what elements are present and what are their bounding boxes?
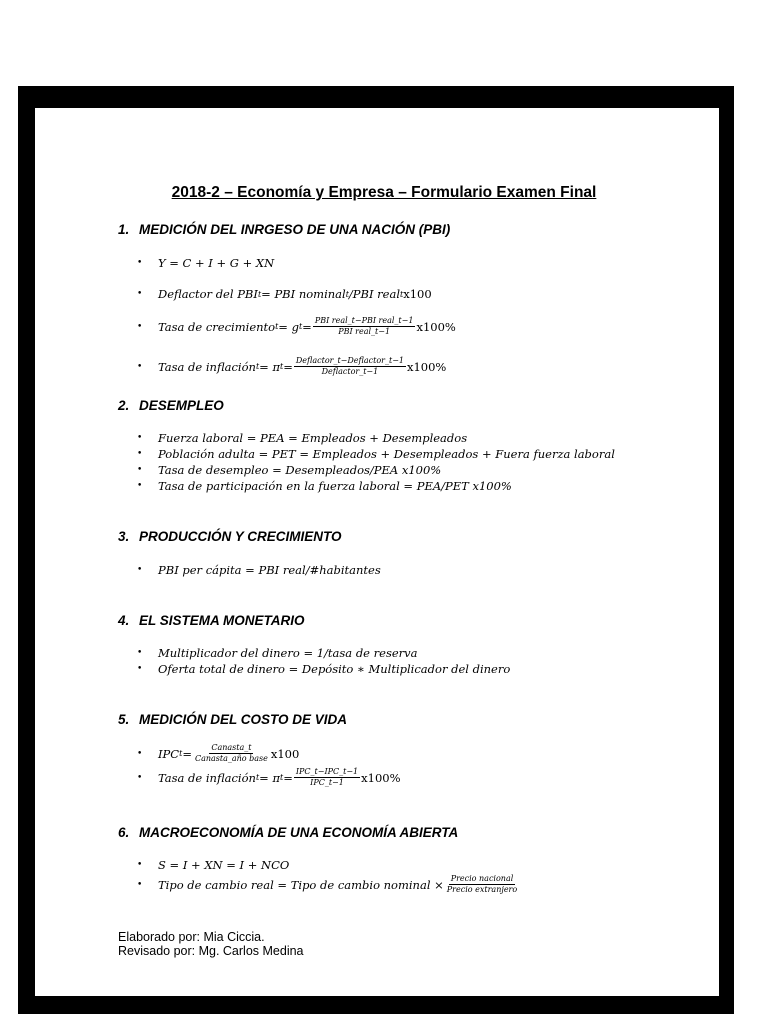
formula-subscript: t: [179, 749, 183, 758]
bullet-icon: •: [137, 748, 143, 759]
formula-text: Oferta total de dinero = Depósito ∗ Multiplicador del dinero: [158, 662, 511, 676]
formula-subscript: t: [400, 289, 404, 299]
formula-subscript: t: [345, 289, 349, 299]
formula-text: = π: [259, 770, 281, 785]
formula-text: =: [283, 359, 293, 374]
section-number: 5.: [118, 712, 130, 727]
formula-text: Tasa de crecimiento: [158, 319, 276, 334]
formula-item: [137, 874, 520, 895]
bullet-icon: •: [137, 433, 143, 443]
formula-text: S = I + XN = I + NCO: [158, 858, 290, 872]
formula-text: PBI per cápita = PBI real/#habitantes: [158, 563, 381, 577]
formula-text: Tipo de cambio real = Tipo de cambio nominal ×: [158, 877, 444, 892]
section-title: PRODUCCIÓN Y CRECIMIENTO: [139, 529, 342, 544]
formula-subscript: t: [280, 773, 284, 782]
bullet-icon: •: [137, 321, 143, 332]
bullet-icon: •: [137, 772, 143, 783]
formula-text: = PBI nominal: [261, 287, 346, 301]
bullet-icon: •: [137, 860, 143, 870]
section-heading-5: [118, 712, 347, 727]
formula-text: Tasa de participación en la fuerza laboral = PEA/PET x100%: [158, 479, 512, 493]
section-heading-2: [118, 398, 224, 413]
section-heading-4: [118, 613, 305, 628]
document-title: 2018-2 – Economía y Empresa – Formulario Examen Final: [171, 184, 597, 201]
formula-item: [137, 743, 299, 764]
fraction: [193, 743, 270, 764]
bullet-icon: •: [137, 664, 143, 674]
fraction-denominator: Precio extranjero: [446, 885, 518, 894]
fraction-numerator: Precio nacional: [450, 874, 514, 883]
fraction-numerator: PBI real_t−PBI real_t−1: [314, 316, 414, 325]
formula-text: =: [283, 770, 293, 785]
formula-item: [137, 256, 274, 270]
formula-subscript: t: [275, 322, 279, 331]
bullet-icon: •: [137, 481, 143, 491]
formula-text: =: [182, 746, 192, 761]
bullet-icon: •: [137, 465, 143, 475]
section-number: 3.: [118, 529, 130, 544]
formula-text: IPC: [158, 746, 180, 761]
formula-subscript: t: [298, 322, 303, 331]
formula-text: Tasa de desempleo = Desempleados/PEA x100%: [158, 463, 442, 477]
formula-subscript: t: [255, 362, 260, 371]
formula-item: [137, 356, 446, 377]
formula-text: /PBI real: [348, 287, 401, 301]
bullet-icon: •: [137, 258, 143, 268]
formula-text: Población adulta = PET = Empleados + Desempleados + Fuera fuerza laboral: [158, 447, 615, 461]
formula-text: Deflactor del PBI: [158, 287, 258, 301]
section-number: 4.: [118, 613, 130, 628]
formula-text: Multiplicador del dinero = 1/tasa de reserva: [158, 646, 418, 660]
fraction: [445, 874, 519, 895]
formula-text: Fuerza laboral = PEA = Empleados + Desempleados: [158, 431, 468, 445]
fraction: [294, 356, 406, 377]
bullet-icon: •: [137, 449, 143, 459]
formula-subscript: t: [255, 773, 260, 782]
fraction-numerator: Canasta_t: [211, 743, 252, 752]
formula-text: x100%: [416, 319, 456, 334]
formula-item: [137, 858, 289, 872]
bullet-icon: •: [137, 648, 143, 658]
section-heading-1: [118, 222, 450, 237]
bullet-icon: •: [137, 289, 143, 299]
bullet-icon: •: [137, 361, 143, 372]
formula-text: x100: [270, 746, 300, 761]
fraction: [294, 767, 360, 788]
section-number: 2.: [118, 398, 130, 413]
formula-subscript: t: [257, 289, 262, 299]
section-title: MEDICIÓN DEL COSTO DE VIDA: [139, 712, 348, 727]
formula-text: Tasa de inflación: [158, 770, 256, 785]
formula-item: [137, 563, 381, 577]
formula-text: = π: [259, 359, 281, 374]
formula-item: [137, 287, 432, 301]
formula-item: [137, 463, 441, 477]
fraction-denominator: Canasta_año base: [194, 754, 268, 763]
formula-text: x100%: [406, 359, 447, 374]
formula-subscript: t: [280, 362, 284, 371]
section-title: EL SISTEMA MONETARIO: [139, 613, 305, 628]
section-number: 6.: [118, 825, 130, 840]
section-number: 1.: [118, 222, 130, 237]
formula-text: Tasa de inflación: [158, 359, 256, 374]
formula-item: [137, 479, 512, 493]
fraction-numerator: Deflactor_t−Deflactor_t−1: [295, 356, 404, 365]
formula-text: x100: [403, 287, 432, 301]
bullet-icon: •: [137, 565, 143, 575]
section-title: DESEMPLEO: [139, 398, 224, 413]
fraction-numerator: IPC_t−IPC_t−1: [295, 767, 359, 776]
formula-text: =: [302, 319, 312, 334]
formula-item: [137, 431, 467, 445]
formula-text: x100%: [361, 770, 401, 785]
footer-prepared-by: Elaborado por: Mia Ciccia.: [118, 930, 265, 944]
fraction-denominator: Deflactor_t−1: [321, 367, 379, 376]
fraction-denominator: IPC_t−1: [310, 778, 344, 787]
formula-item: [137, 662, 510, 676]
fraction-denominator: PBI real_t−1: [338, 327, 391, 336]
formula-item: [137, 316, 456, 337]
formula-item: [137, 646, 418, 660]
formula-text: = g: [278, 319, 299, 334]
section-heading-3: [118, 529, 342, 544]
formula-item: [137, 767, 401, 788]
fraction: [313, 316, 416, 337]
bullet-icon: •: [137, 879, 143, 890]
section-title: MEDICIÓN DEL INRGESO DE UNA NACIÓN (PBI): [139, 222, 451, 237]
formula-text: Y = C + I + G + XN: [158, 256, 275, 270]
section-heading-6: [118, 825, 458, 840]
footer-reviewed-by: Revisado por: Mg. Carlos Medina: [118, 944, 304, 958]
formula-item: [137, 447, 615, 461]
section-title: MACROECONOMÍA DE UNA ECONOMÍA ABIERTA: [139, 825, 459, 840]
